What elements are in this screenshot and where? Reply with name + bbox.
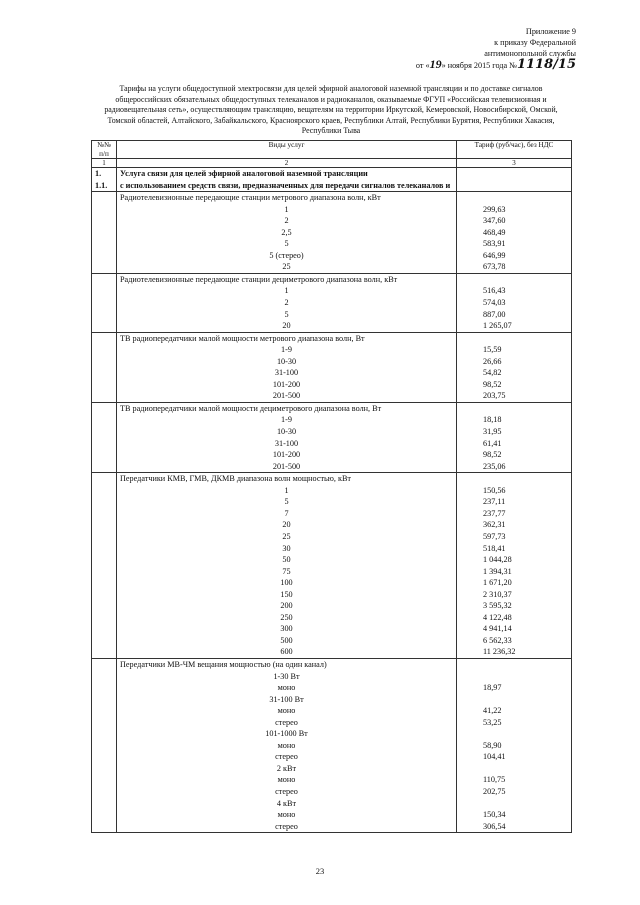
row-service: Услуга связи для целей эфирной аналоговой наземной трансляции (117, 168, 457, 180)
row-service: 10-30 (117, 356, 457, 368)
order-number: 1118/15 (516, 57, 576, 72)
row-service: 100 (117, 577, 457, 589)
table-row (92, 426, 572, 438)
row-tariff: 362,31 (457, 519, 572, 531)
row-number (92, 612, 117, 624)
table-row (92, 180, 572, 192)
row-tariff: 518,41 (457, 543, 572, 555)
table-header-row (92, 141, 572, 159)
row-service: 201-500 (117, 390, 457, 402)
row-service: 7 (117, 508, 457, 520)
row-number (92, 379, 117, 391)
appendix-date-line (416, 59, 576, 71)
table-row (92, 612, 572, 624)
row-tariff (457, 180, 572, 192)
row-tariff: 1 394,31 (457, 566, 572, 578)
row-tariff: 6 562,33 (457, 635, 572, 647)
row-number: 1.1. (92, 180, 117, 192)
table-row (92, 261, 572, 273)
table-body (92, 168, 572, 833)
row-tariff: 3 595,32 (457, 600, 572, 612)
row-tariff: 54,82 (457, 367, 572, 379)
row-number (92, 508, 117, 520)
row-service: 300 (117, 623, 457, 635)
row-tariff: 299,63 (457, 204, 572, 216)
row-tariff: 26,66 (457, 356, 572, 368)
table-row (92, 774, 572, 786)
table-row (92, 786, 572, 798)
row-number (92, 600, 117, 612)
row-service: 1 (117, 485, 457, 497)
row-number (92, 774, 117, 786)
row-tariff: 1 044,28 (457, 554, 572, 566)
row-tariff: 15,59 (457, 344, 572, 356)
row-number (92, 671, 117, 683)
table-index-row (92, 159, 572, 168)
header-service: Виды услуг (117, 141, 457, 159)
table-row (92, 473, 572, 485)
row-service: 30 (117, 543, 457, 555)
row-tariff (457, 192, 572, 204)
table-row (92, 297, 572, 309)
row-service: стерео (117, 821, 457, 833)
table-row (92, 577, 572, 589)
row-service: с использованием средств связи, предназначенных для передачи сигналов телеканалов и (117, 180, 457, 192)
table-row (92, 809, 572, 821)
header-number: №№ п/п (92, 141, 117, 159)
row-tariff: 150,56 (457, 485, 572, 497)
row-service: 20 (117, 320, 457, 332)
tariff-table (91, 140, 572, 833)
row-tariff: 468,49 (457, 227, 572, 239)
row-tariff: 583,91 (457, 238, 572, 250)
row-tariff: 516,43 (457, 285, 572, 297)
row-number (92, 717, 117, 729)
table-row (92, 367, 572, 379)
row-service: 5 (стерео) (117, 250, 457, 262)
row-number (92, 215, 117, 227)
row-service: 50 (117, 554, 457, 566)
table-row (92, 390, 572, 402)
table-row (92, 658, 572, 670)
index-1: 1 (92, 159, 117, 168)
row-service: 10-30 (117, 426, 457, 438)
table-row (92, 215, 572, 227)
row-service: 75 (117, 566, 457, 578)
row-tariff: 237,11 (457, 496, 572, 508)
row-service: 101-200 (117, 449, 457, 461)
row-number (92, 694, 117, 706)
table-row (92, 554, 572, 566)
table-row (92, 694, 572, 706)
row-number (92, 414, 117, 426)
table-row (92, 449, 572, 461)
table-row (92, 168, 572, 180)
row-tariff: 235,06 (457, 461, 572, 473)
row-service: Радиотелевизионные передающие станции метрового диапазона волн, кВт (117, 192, 457, 204)
table-row (92, 763, 572, 775)
row-number (92, 763, 117, 775)
row-service: 1-9 (117, 344, 457, 356)
row-number (92, 623, 117, 635)
row-service: ТВ радиопередатчики малой мощности дециметрового диапазона волн, Вт (117, 402, 457, 414)
row-number (92, 577, 117, 589)
row-number (92, 740, 117, 752)
row-number (92, 821, 117, 833)
table-row (92, 705, 572, 717)
row-service: моно (117, 774, 457, 786)
row-number (92, 192, 117, 204)
row-number (92, 238, 117, 250)
row-tariff: 1 265,07 (457, 320, 572, 332)
row-tariff (457, 332, 572, 344)
table-row (92, 227, 572, 239)
table-row (92, 508, 572, 520)
row-tariff: 110,75 (457, 774, 572, 786)
row-tariff: 18,97 (457, 682, 572, 694)
row-number (92, 273, 117, 285)
row-number (92, 250, 117, 262)
table-row (92, 682, 572, 694)
row-service: 31-100 (117, 367, 457, 379)
row-service: моно (117, 705, 457, 717)
row-number (92, 356, 117, 368)
table-row (92, 635, 572, 647)
table-row (92, 589, 572, 601)
row-number (92, 566, 117, 578)
table-row (92, 356, 572, 368)
date-suffix: » ноября 2015 года № (441, 61, 517, 70)
row-service: 25 (117, 531, 457, 543)
table-row (92, 646, 572, 658)
row-service: 2 кВт (117, 763, 457, 775)
row-service: 150 (117, 589, 457, 601)
row-number (92, 390, 117, 402)
row-number (92, 438, 117, 450)
table-row (92, 438, 572, 450)
table-row (92, 344, 572, 356)
row-service: моно (117, 809, 457, 821)
row-number (92, 798, 117, 810)
row-number (92, 543, 117, 555)
row-service: 1-9 (117, 414, 457, 426)
row-number (92, 473, 117, 485)
row-number (92, 809, 117, 821)
row-number (92, 297, 117, 309)
row-number (92, 589, 117, 601)
row-service: 5 (117, 309, 457, 321)
row-service: 250 (117, 612, 457, 624)
row-number (92, 705, 117, 717)
row-tariff: 31,95 (457, 426, 572, 438)
row-tariff: 646,99 (457, 250, 572, 262)
table-row (92, 519, 572, 531)
row-service: стерео (117, 717, 457, 729)
document-title: Тарифы на услуги общедоступной электросвязи для целей эфирной аналоговой наземной трансляции и по доставке сигналов общероссийских обязательных общедоступных телеканалов и радиоканалов, оказываемые ФГУП «Российская телевизионная и радиовещательная сеть», осуществляющим трансляцию, вещателям на территории Иркутской, Кемеровской, Новосибирской, Омской, Томской областей, Алтайского, Забайкальского, Красноярского краев, Республики Алтай, Республики Бурятия, Республики Хакасия, Республики Тыва (104, 84, 558, 136)
row-service: моно (117, 740, 457, 752)
row-number (92, 367, 117, 379)
row-tariff: 597,73 (457, 531, 572, 543)
row-tariff (457, 763, 572, 775)
row-tariff: 347,60 (457, 215, 572, 227)
table-row (92, 204, 572, 216)
row-tariff: 306,54 (457, 821, 572, 833)
row-tariff: 887,00 (457, 309, 572, 321)
table-row (92, 332, 572, 344)
row-number (92, 320, 117, 332)
row-number (92, 554, 117, 566)
row-service: стерео (117, 786, 457, 798)
row-service: 1 (117, 204, 457, 216)
row-tariff: 673,78 (457, 261, 572, 273)
row-service: 5 (117, 238, 457, 250)
row-tariff: 98,52 (457, 379, 572, 391)
row-service: 101-1000 Вт (117, 728, 457, 740)
row-tariff: 4 941,14 (457, 623, 572, 635)
row-service: 5 (117, 496, 457, 508)
row-tariff: 61,41 (457, 438, 572, 450)
row-service: Передатчики КМВ, ГМВ, ДКМВ диапазона волн мощностью, кВт (117, 473, 457, 485)
index-2: 2 (117, 159, 457, 168)
row-service: 101-200 (117, 379, 457, 391)
row-number: 1. (92, 168, 117, 180)
table-row (92, 320, 572, 332)
table-row (92, 751, 572, 763)
row-tariff: 41,22 (457, 705, 572, 717)
row-service: моно (117, 682, 457, 694)
row-service: ТВ радиопередатчики малой мощности метрового диапазона волн, Вт (117, 332, 457, 344)
row-tariff: 574,03 (457, 297, 572, 309)
table-row (92, 461, 572, 473)
row-number (92, 519, 117, 531)
row-number (92, 449, 117, 461)
row-tariff (457, 658, 572, 670)
row-number (92, 485, 117, 497)
table-row (92, 273, 572, 285)
appendix-line-1: Приложение 9 (525, 27, 576, 36)
row-tariff (457, 402, 572, 414)
row-service: Радиотелевизионные передающие станции дециметрового диапазона волн, кВт (117, 273, 457, 285)
row-tariff: 104,41 (457, 751, 572, 763)
row-service: 25 (117, 261, 457, 273)
row-tariff (457, 728, 572, 740)
row-tariff: 53,25 (457, 717, 572, 729)
row-number (92, 227, 117, 239)
table-row (92, 496, 572, 508)
page-number: 23 (315, 866, 325, 876)
row-service: 2,5 (117, 227, 457, 239)
row-tariff: 18,18 (457, 414, 572, 426)
row-number (92, 261, 117, 273)
table-row (92, 414, 572, 426)
row-service: 2 (117, 297, 457, 309)
row-number (92, 728, 117, 740)
table-row (92, 285, 572, 297)
table-row (92, 238, 572, 250)
row-tariff: 203,75 (457, 390, 572, 402)
row-tariff: 2 310,37 (457, 589, 572, 601)
row-tariff: 58,90 (457, 740, 572, 752)
table-row (92, 543, 572, 555)
row-service: 2 (117, 215, 457, 227)
row-service: 1-30 Вт (117, 671, 457, 683)
row-service: 31-100 Вт (117, 694, 457, 706)
row-number (92, 682, 117, 694)
row-tariff: 150,34 (457, 809, 572, 821)
row-tariff (457, 273, 572, 285)
table-row (92, 798, 572, 810)
row-service: Передатчики МВ-ЧМ вещания мощностью (на один канал) (117, 658, 457, 670)
row-service: 200 (117, 600, 457, 612)
row-tariff: 202,75 (457, 786, 572, 798)
row-number (92, 332, 117, 344)
table-row (92, 192, 572, 204)
row-tariff: 98,52 (457, 449, 572, 461)
row-number (92, 285, 117, 297)
table-row (92, 379, 572, 391)
table-row (92, 402, 572, 414)
table-row (92, 623, 572, 635)
row-tariff: 4 122,48 (457, 612, 572, 624)
row-number (92, 344, 117, 356)
row-tariff: 1 671,20 (457, 577, 572, 589)
row-service: стерео (117, 751, 457, 763)
row-service: 600 (117, 646, 457, 658)
row-tariff: 237,77 (457, 508, 572, 520)
row-tariff (457, 694, 572, 706)
row-service: 201-500 (117, 461, 457, 473)
table-row (92, 309, 572, 321)
appendix-line-2: к приказу Федеральной (494, 38, 576, 47)
index-3: 3 (457, 159, 572, 168)
row-tariff (457, 671, 572, 683)
row-tariff (457, 798, 572, 810)
table-row (92, 740, 572, 752)
row-service: 20 (117, 519, 457, 531)
row-service: 500 (117, 635, 457, 647)
row-number (92, 402, 117, 414)
table-row (92, 821, 572, 833)
appendix-line-3: антимонопольной службы (484, 49, 576, 58)
table-row (92, 485, 572, 497)
row-service: 4 кВт (117, 798, 457, 810)
row-number (92, 461, 117, 473)
row-number (92, 646, 117, 658)
table-row (92, 250, 572, 262)
row-number (92, 786, 117, 798)
table-row (92, 531, 572, 543)
row-tariff: 11 236,32 (457, 646, 572, 658)
table-row (92, 600, 572, 612)
row-number (92, 204, 117, 216)
table-row (92, 566, 572, 578)
header-tariff: Тариф (руб/час), без НДС (457, 141, 572, 159)
row-service: 1 (117, 285, 457, 297)
date-prefix: от « (415, 61, 430, 70)
row-number (92, 751, 117, 763)
table-row (92, 717, 572, 729)
row-number (92, 496, 117, 508)
row-tariff (457, 473, 572, 485)
row-number (92, 531, 117, 543)
row-number (92, 309, 117, 321)
appendix-block (416, 26, 576, 71)
table-row (92, 671, 572, 683)
row-service: 31-100 (117, 438, 457, 450)
date-day: 19 (429, 57, 442, 71)
table-row (92, 728, 572, 740)
row-number (92, 426, 117, 438)
row-number (92, 658, 117, 670)
row-tariff (457, 168, 572, 180)
row-number (92, 635, 117, 647)
